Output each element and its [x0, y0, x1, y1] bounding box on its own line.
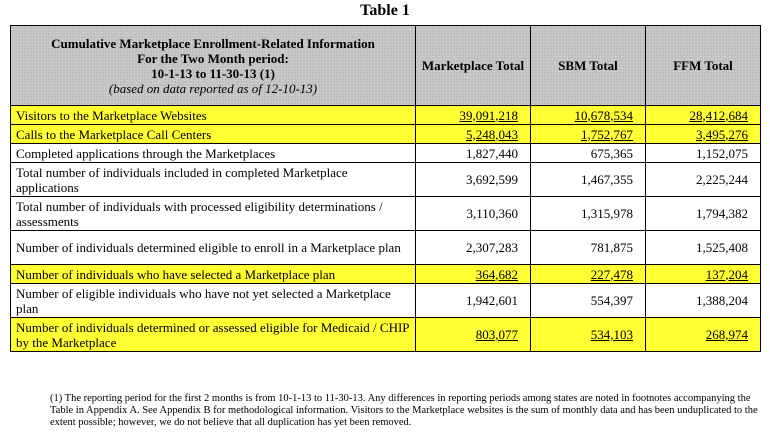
marketplace-value: 3,692,599 [416, 163, 531, 197]
marketplace-value: 5,248,043 [416, 125, 531, 144]
sbm-value: 781,875 [531, 231, 646, 265]
row-label: Completed applications through the Marketplaces [11, 144, 416, 163]
table-row [11, 125, 761, 144]
sbm-value: 1,467,355 [531, 163, 646, 197]
marketplace-value: 1,827,440 [416, 144, 531, 163]
marketplace-value: 39,091,218 [416, 106, 531, 125]
sbm-value: 534,103 [531, 318, 646, 352]
sbm-value: 675,365 [531, 144, 646, 163]
marketplace-value: 364,682 [416, 265, 531, 284]
header-line2: For the Two Month period: [137, 50, 289, 66]
row-label: Number of individuals determined or assessed eligible for Medicaid / CHIP by the Marketplace [11, 318, 416, 352]
ffm-value: 1,794,382 [646, 197, 761, 231]
marketplace-value: 3,110,360 [416, 197, 531, 231]
footnote: (1) The reporting period for the first 2 months is from 10-1-13 to 11-30-13. Any differences in reporting periods among states are noted in footnotes accompanying the Table in Appendix A. See Appendix B for methodological information. Visitors to the Marketplace websites is the sum of monthly data and has been unduplicated to the extent possible; however, we do not believe that all duplication has yet been removed. [50, 393, 758, 428]
table-row [11, 318, 761, 352]
table-row [11, 284, 761, 318]
sbm-value: 10,678,534 [531, 106, 646, 125]
table-row [11, 265, 761, 284]
table-title: Table 1 [360, 2, 410, 19]
header-description [11, 26, 416, 106]
table-row [11, 106, 761, 125]
sbm-value: 554,397 [531, 284, 646, 318]
ffm-value: 137,204 [646, 265, 761, 284]
row-label: Number of individuals determined eligible to enroll in a Marketplace plan [11, 231, 416, 265]
header-sbm-total: SBM Total [531, 26, 646, 106]
row-label: Total number of individuals with processed eligibility determinations / assessments [11, 197, 416, 231]
ffm-value: 1,152,075 [646, 144, 761, 163]
sbm-value: 1,752,767 [531, 125, 646, 144]
row-label: Calls to the Marketplace Call Centers [11, 125, 416, 144]
table-row [11, 231, 761, 265]
ffm-value: 1,525,408 [646, 231, 761, 265]
header-line1: Cumulative Marketplace Enrollment-Related Information [51, 35, 375, 51]
ffm-value: 268,974 [646, 318, 761, 352]
header-line4: (based on data reported as of 12-10-13) [108, 80, 318, 96]
row-label: Number of individuals who have selected a Marketplace plan [11, 265, 416, 284]
marketplace-value: 803,077 [416, 318, 531, 352]
row-label: Total number of individuals included in completed Marketplace applications [11, 163, 416, 197]
ffm-value: 1,388,204 [646, 284, 761, 318]
ffm-value: 2,225,244 [646, 163, 761, 197]
enrollment-table [10, 25, 761, 352]
ffm-value: 28,412,684 [646, 106, 761, 125]
table-row [11, 163, 761, 197]
table-row [11, 144, 761, 163]
sbm-value: 1,315,978 [531, 197, 646, 231]
header-row [11, 26, 761, 106]
header-marketplace-total: Marketplace Total [416, 26, 531, 106]
header-line3: 10-1-13 to 11-30-13 (1) [151, 65, 275, 81]
table-row [11, 197, 761, 231]
ffm-value: 3,495,276 [646, 125, 761, 144]
sbm-value: 227,478 [531, 265, 646, 284]
header-ffm-total: FFM Total [646, 26, 761, 106]
marketplace-value: 2,307,283 [416, 231, 531, 265]
marketplace-value: 1,942,601 [416, 284, 531, 318]
row-label: Visitors to the Marketplace Websites [11, 106, 416, 125]
row-label: Number of eligible individuals who have not yet selected a Marketplace plan [11, 284, 416, 318]
